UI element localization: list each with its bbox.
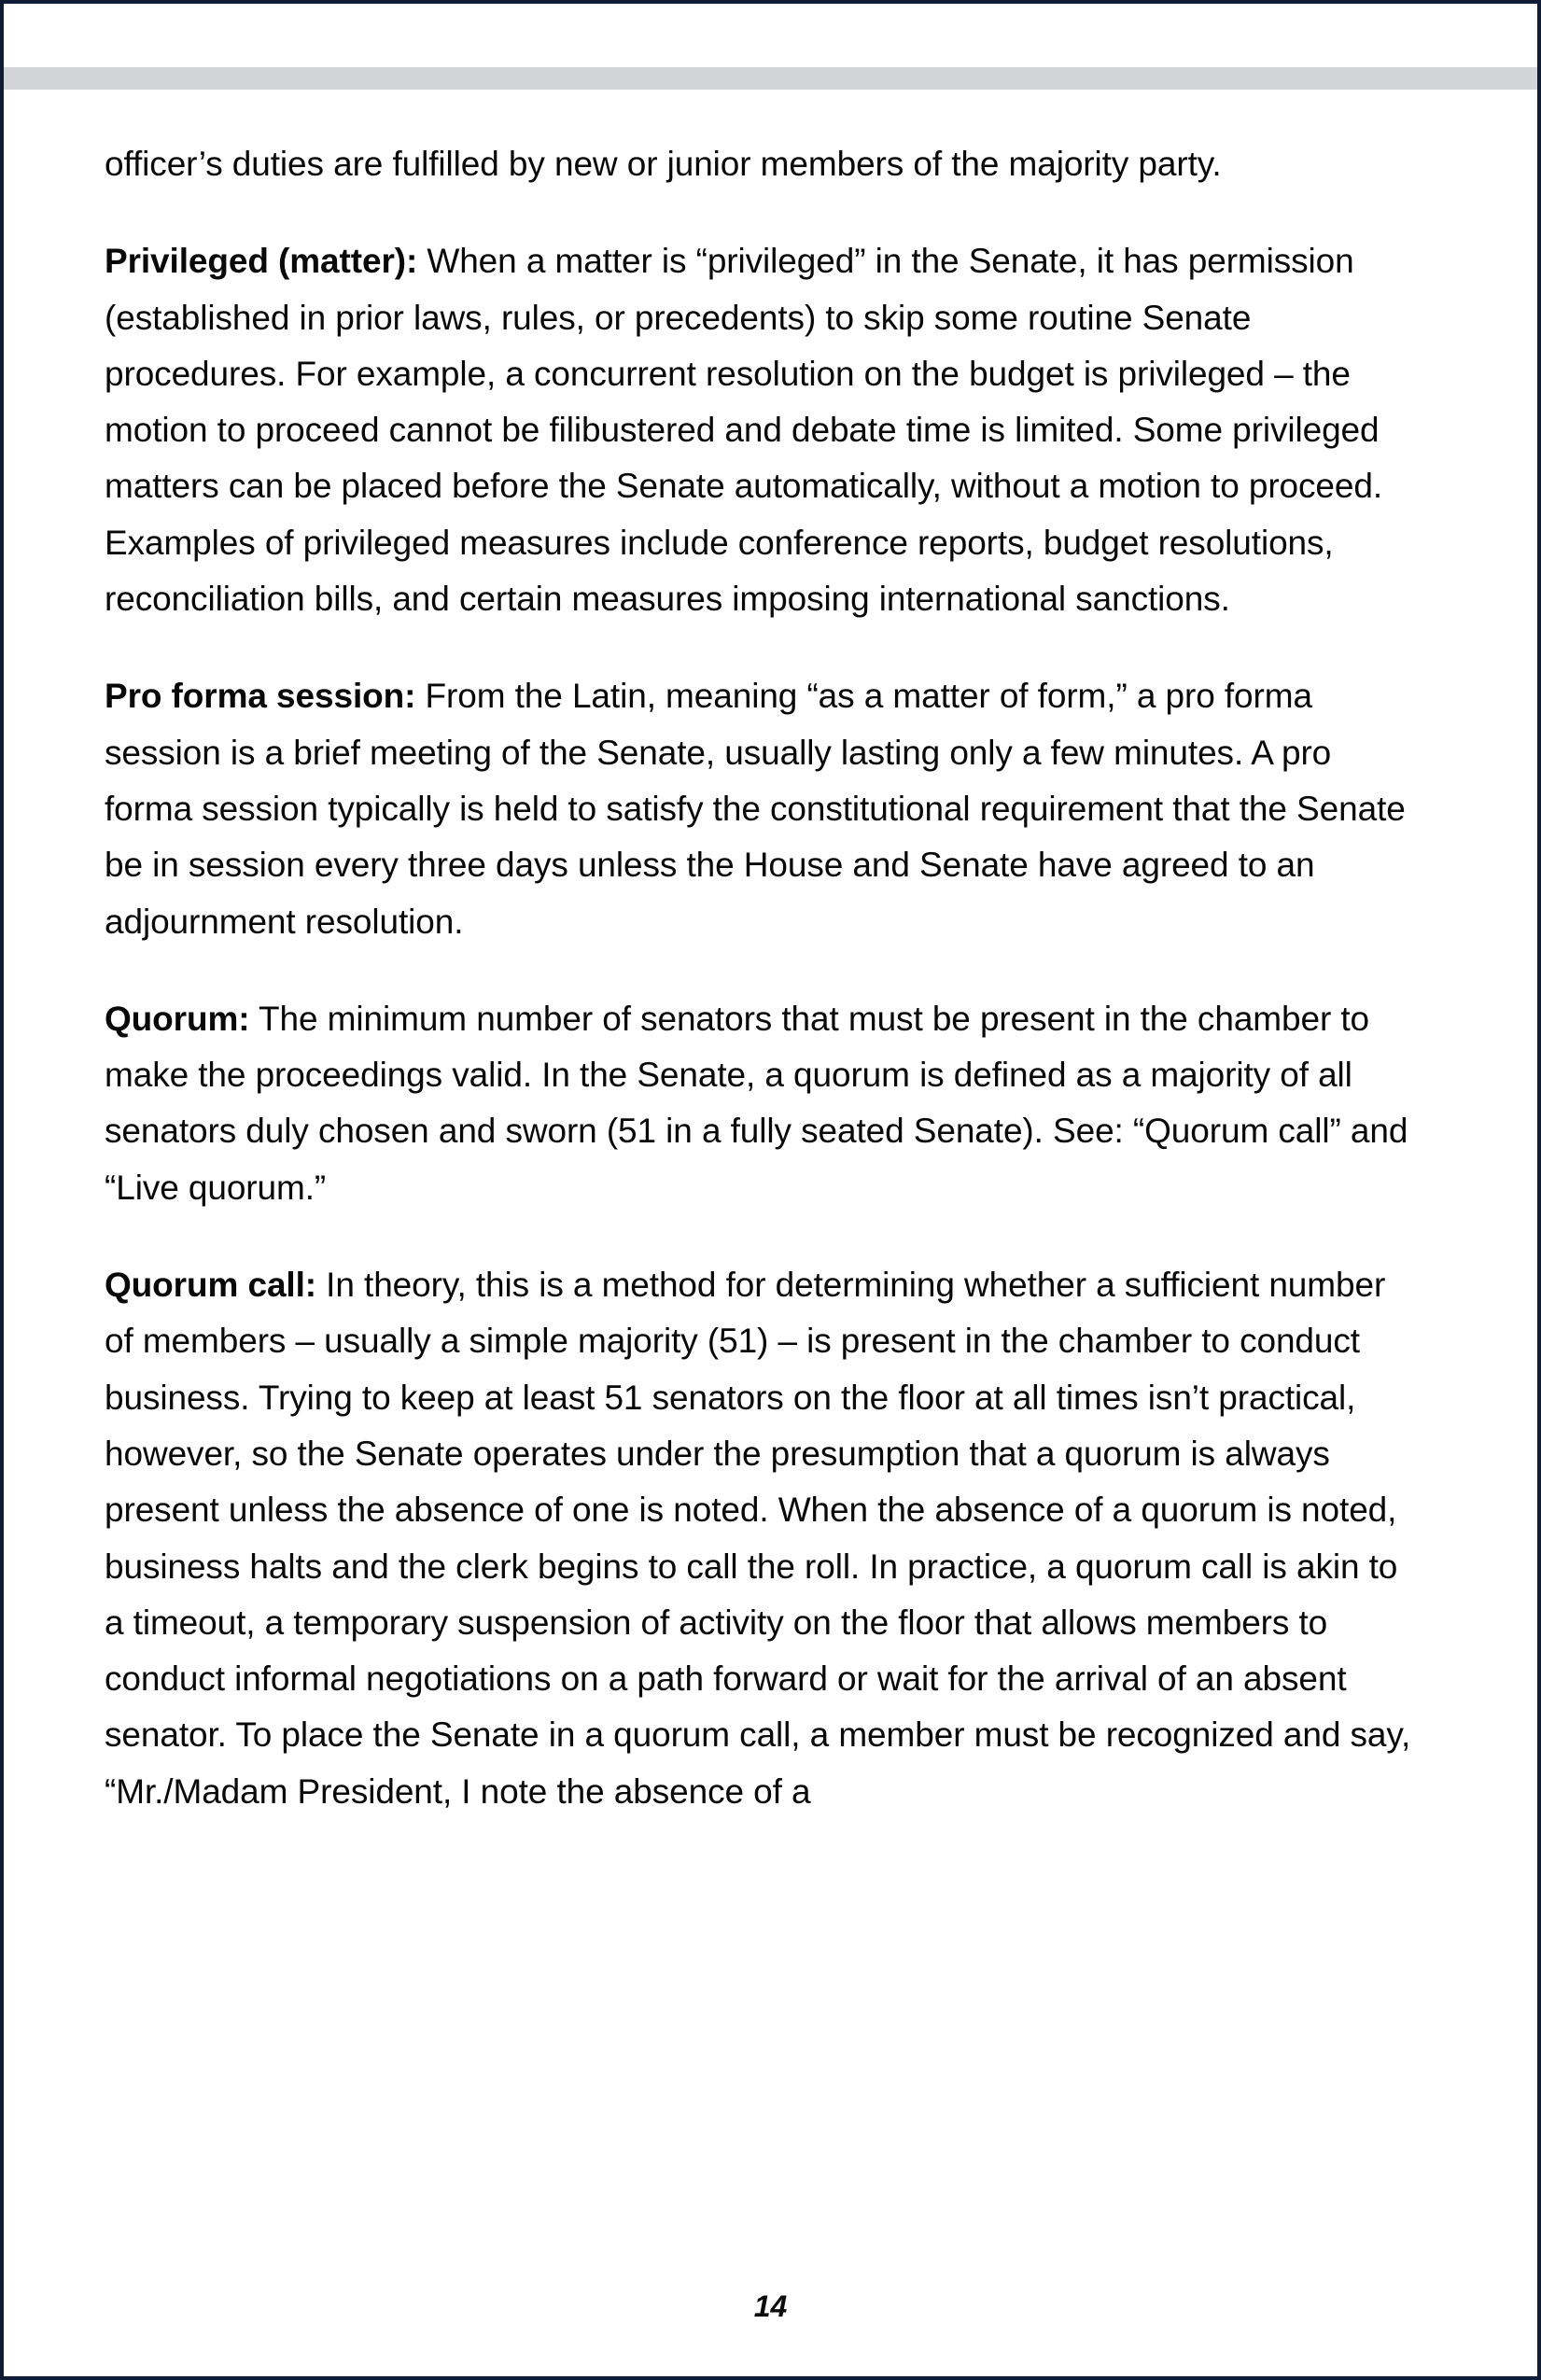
paragraph-continuation bbox=[105, 136, 1411, 192]
term-label-pro-forma-session: Pro forma session: bbox=[105, 677, 416, 716]
page-number: 14 bbox=[753, 2289, 788, 2323]
paragraph-privileged-matter bbox=[105, 233, 1411, 627]
paragraph-quorum-call bbox=[105, 1257, 1411, 1820]
paragraph-text-pro-forma-session: From the Latin, meaning “as a matter of form,” a pro forma session is a brief meeting of the Senate, usually lasting only a few minutes. A pro forma session typically is held to satisfy the constitutional requirement that the Senate be in session every three days unless the House and Senate have agreed to an adjournment resolution. bbox=[105, 677, 1406, 941]
paragraph-text-quorum: The minimum number of senators that must be present in the chamber to make the proceedings valid. In the Senate, a quorum is defined as a majority of all senators duly chosen and sworn (51 in a fully seated Senate). See: “Quorum call” and “Live quorum.” bbox=[105, 999, 1408, 1207]
term-label-quorum: Quorum: bbox=[105, 999, 250, 1038]
term-label-quorum-call: Quorum call: bbox=[105, 1266, 316, 1305]
paragraph-text-quorum-call: In theory, this is a method for determining whether a sufficient number of members – usually a simple majority (51) – is present in the chamber to conduct business. Trying to keep at least 51 senators on the floor at all times isn’t practical, however, so the Senate operates under the presumption that a quorum is always present unless the absence of one is noted. When the absence of a quorum is noted, business halts and the clerk begins to call the roll. In practice, a quorum call is akin to a timeout, a temporary suspension of activity on the floor that allows members to conduct informal negotiations on a path forward or wait for the arrival of an absent senator. To place the Senate in a quorum call, a member must be recognized and say, “Mr./Madam President, I note the absence of a bbox=[105, 1266, 1411, 1811]
header-band bbox=[4, 67, 1537, 90]
paragraph-pro-forma-session bbox=[105, 668, 1411, 949]
term-label-privileged-matter: Privileged (matter): bbox=[105, 242, 418, 281]
paragraph-quorum bbox=[105, 991, 1411, 1216]
page-content bbox=[4, 90, 1537, 2376]
paragraph-text-0: officer’s duties are fulfilled by new or junior members of the majority party. bbox=[105, 145, 1222, 183]
paragraph-text-privileged-matter: When a matter is “privileged” in the Senate, it has permission (established in prior laws, rules, or precedents) to skip some routine Senate procedures. For example, a concurrent resolution on the budget is privileged – the motion to proceed cannot be filibustered and debate time is limited. Some privileged matters can be placed before the Senate automatically, without a motion to proceed. Examples of privileged measures include conference reports, budget resolutions, reconciliation bills, and certain measures imposing international sanctions. bbox=[105, 242, 1383, 619]
